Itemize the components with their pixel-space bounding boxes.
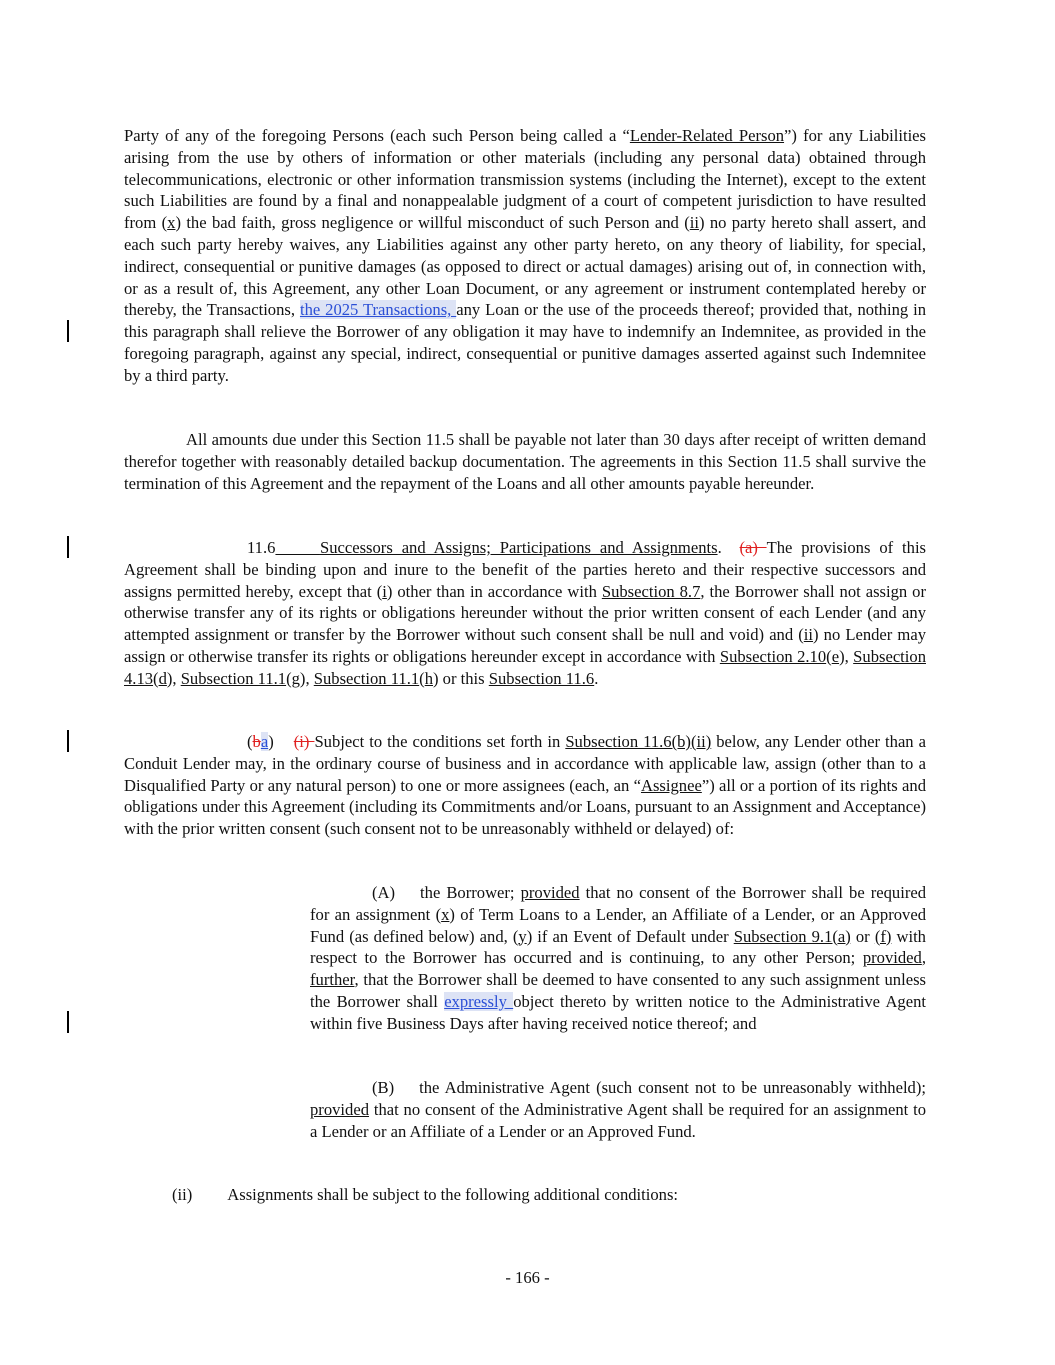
deleted-text: (a)	[739, 538, 767, 557]
defined-term: Assignee	[640, 775, 702, 795]
clause-label: (A)	[372, 883, 396, 902]
paragraph-amounts-due: All amounts due under this Section 11.5 shall be payable not later than 30 days after receipt of written demand therefor together with reasonably detailed backup documentation. The agreements in this Section 11.5 shall survive the termination of this Agreement and the repayment of the Loans and all other amounts payable hereunder.	[124, 430, 926, 493]
inserted-text: expressly	[444, 991, 514, 1011]
inserted-text: the 2025 Transactions,	[299, 300, 457, 320]
clause-B: (B) the Administrative Agent (such consent not to be unreasonably withheld); provided that no consent of the Administrative Agent shall be required for an assignment to a Lender or an Affiliate of a Lender or an Approved Fund.	[310, 1078, 926, 1141]
clause-label: (ii)	[172, 1185, 193, 1204]
deleted-text: b	[252, 732, 261, 751]
change-bar	[67, 1011, 69, 1033]
clause-ii: (ii) Assignments shall be subject to the following additional conditions:	[172, 1185, 679, 1204]
change-bar	[67, 536, 69, 558]
deleted-text: (i)	[293, 732, 315, 751]
section-title: Successors and Assigns; Participations and Assignments	[319, 538, 718, 557]
section-number: 11.6	[247, 538, 276, 557]
paragraph-assignments: (ba) (i) Subject to the conditions set forth in Subsection 11.6(b)(ii) below, any Lender other than a Conduit Lender may, in the ordinary course of business and in accordance with applicable law, assign (other than to a Disqualified Party or any natural person) to one or more assignees (each, an “Assignee”) all or a portion of its rights and obligations under this Agreement (including its Commitments and/or Loans, pursuant to an Assignment and Acceptance) with the prior written consent (such consent not to be unreasonably withheld or delayed) of:	[124, 732, 926, 839]
clause-A: (A) the Borrower; provided that no consent of the Borrower shall be required for an assignment (x) of Term Loans to a Lender, an Affiliate of a Lender, or an Approved Fund (as defined below) and, (y) if an Event of Default under Subsection 9.1(a) or (f) with respect to the Borrower has occurred and is continuing, to any other Person; provided, further, that the Borrower shall be deemed to have consented to any such assignment unless the Borrower shall expressly object thereto by written notice to the Administrative Agent within five Business Days after having received notice thereof; and	[310, 883, 927, 1033]
change-bar	[67, 730, 69, 752]
section-11-6: 11.6 Successors and Assigns; Participations and Assignments. (a) The provisions of this Agreement shall be binding upon and inure to the benefit of the parties hereto and their respective successors and assigns permitted hereby, except that (i) other than in accordance with Subsection 8.7, the Borrower shall not assign or otherwise transfer any of its rights or obligations hereunder without the prior written consent of each Lender (and any attempted assignment or transfer by the Borrower without such consent shall be null and void) and (ii) no Lender may assign or otherwise transfer its rights or obligations hereunder except in accordance with Subsection 2.10(e), Subsection 4.13(d), Subsection 11.1(g), Subsection 11.1(h) or this Subsection 11.6.	[124, 538, 927, 688]
inserted-text: a	[260, 732, 269, 751]
clause-label: (B)	[372, 1078, 395, 1097]
change-bar	[67, 320, 69, 342]
defined-term: Lender-Related Person	[629, 126, 785, 145]
page-number: - 166 -	[505, 1268, 550, 1287]
paragraph-lender-related-person: Party of any of the foregoing Persons (each such Person being called a “Lender-Related Person”) for any Liabilities arising from the use by others of information or other materials (including any personal data) obtained through telecommunications, electronic or other information transmission systems (including the Internet), except to the extent such Liabilities are found by a final and nonappealable judgment of a court of competent jurisdiction to have resulted from (x) the bad faith, gross negligence or willful misconduct of such Person and (ii) no party hereto shall assert, and each such party hereby waives, any Liabilities against any other party hereto, on any theory of liability, for special, indirect, consequential or punitive damages (as opposed to direct or actual damages) arising out of, in connection with, or as a result of, this Agreement, any other Loan Document, or any agreement or instrument contemplated hereby or thereby, the Transactions, the 2025 Transactions, any Loan or the use of the proceeds thereof; provided that, nothing in this paragraph shall relieve the Borrower of any obligation it may have to indemnify an Indemnitee, as provided in the foregoing paragraph, against any special, indirect, consequential or punitive damages asserted against such Indemnitee by a third party.	[124, 126, 927, 385]
